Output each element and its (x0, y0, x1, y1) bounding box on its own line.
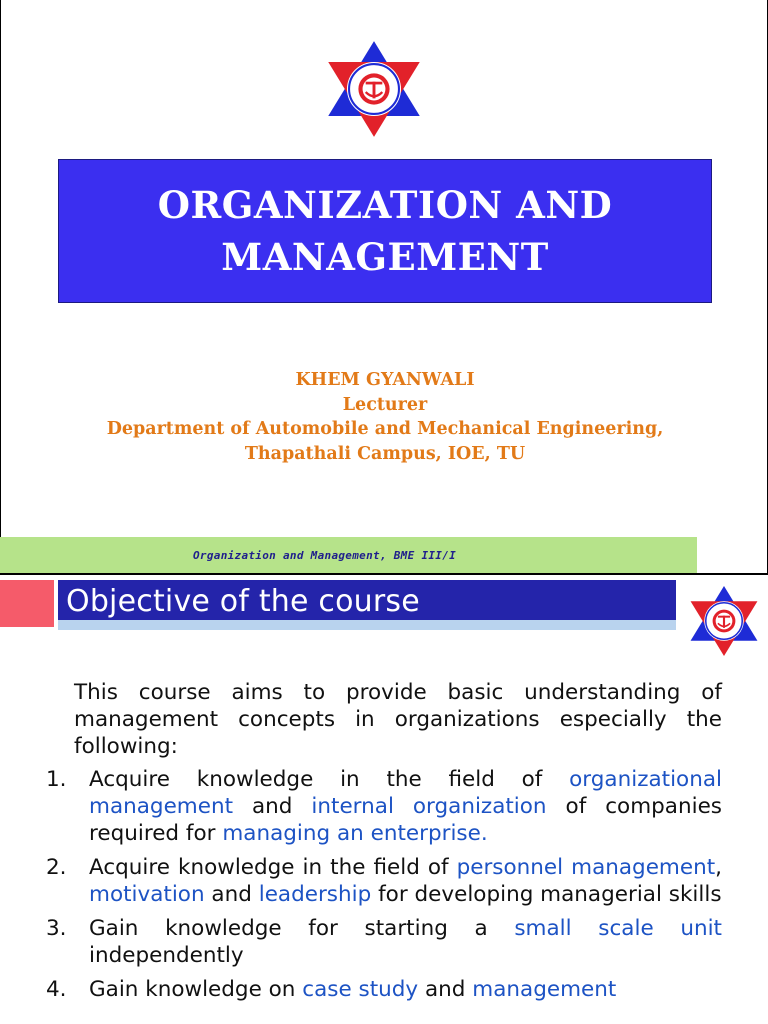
text-segment: independently (89, 943, 244, 968)
highlighted-term: leadership (258, 882, 372, 907)
highlighted-term: management (472, 977, 617, 1002)
title-box (58, 159, 712, 303)
text-segment: for developing managerial skills (371, 882, 722, 907)
slide-title (155, 179, 615, 283)
list-item-number: 2. (46, 855, 67, 880)
tu-star-emblem-icon (686, 581, 762, 661)
list-item (46, 766, 722, 847)
highlighted-term: case study (302, 977, 419, 1002)
list-item-text (89, 915, 722, 969)
highlighted-term: personnel management (456, 855, 716, 880)
list-item-text (89, 766, 722, 847)
slide-content (46, 679, 722, 1010)
slide-heading: Objective of the course (66, 584, 420, 619)
slide-border-left (0, 0, 1, 573)
text-segment: , (715, 855, 722, 880)
text-segment: Gain knowledge for starting a (89, 916, 515, 941)
list-item-number: 3. (46, 916, 67, 941)
text-segment: and (418, 977, 473, 1002)
highlighted-term: motivation (89, 882, 205, 907)
highlighted-term: managing an enterprise. (222, 821, 488, 846)
slide-footer (0, 537, 697, 573)
list-item (46, 915, 722, 969)
intro-paragraph: This course aims to provide basic understanding of management concepts in organizations especially the following: (74, 680, 722, 759)
highlighted-term: internal organization (311, 794, 547, 819)
highlighted-term: small scale unit (514, 916, 722, 941)
text-segment: and (233, 794, 312, 819)
author-campus: Thapathali Campus, IOE, TU (244, 443, 526, 464)
highlighted-term: organizational management (89, 767, 722, 819)
text-segment: Acquire knowledge in the field of (89, 855, 457, 880)
objectives-slide (0, 575, 768, 1024)
text-segment: and (204, 882, 259, 907)
author-name: KHEM GYANWALI (295, 370, 475, 390)
header-accent (0, 580, 54, 627)
author-role: Lecturer (342, 394, 428, 415)
title-line-1: ORGANIZATION AND (157, 183, 613, 227)
header-bar (58, 580, 676, 630)
author-block (60, 368, 710, 466)
list-item-number: 1. (46, 767, 67, 792)
list-item (46, 976, 722, 1003)
objectives-list (46, 766, 722, 1003)
list-item-text (89, 976, 722, 1003)
list-item-number: 4. (46, 977, 67, 1002)
list-item (46, 854, 722, 908)
footer-text: Organization and Management, BME III/I (193, 548, 457, 562)
title-line-2: MANAGEMENT (221, 235, 549, 279)
author-department: Department of Automobile and Mechanical Engineering, (106, 419, 664, 439)
tu-star-emblem-icon (322, 36, 426, 142)
text-segment: Gain knowledge on (89, 977, 303, 1002)
text-segment: Acquire knowledge in the field of (89, 767, 570, 792)
text-segment: of companies required for (89, 794, 723, 846)
list-item-text (89, 854, 722, 908)
